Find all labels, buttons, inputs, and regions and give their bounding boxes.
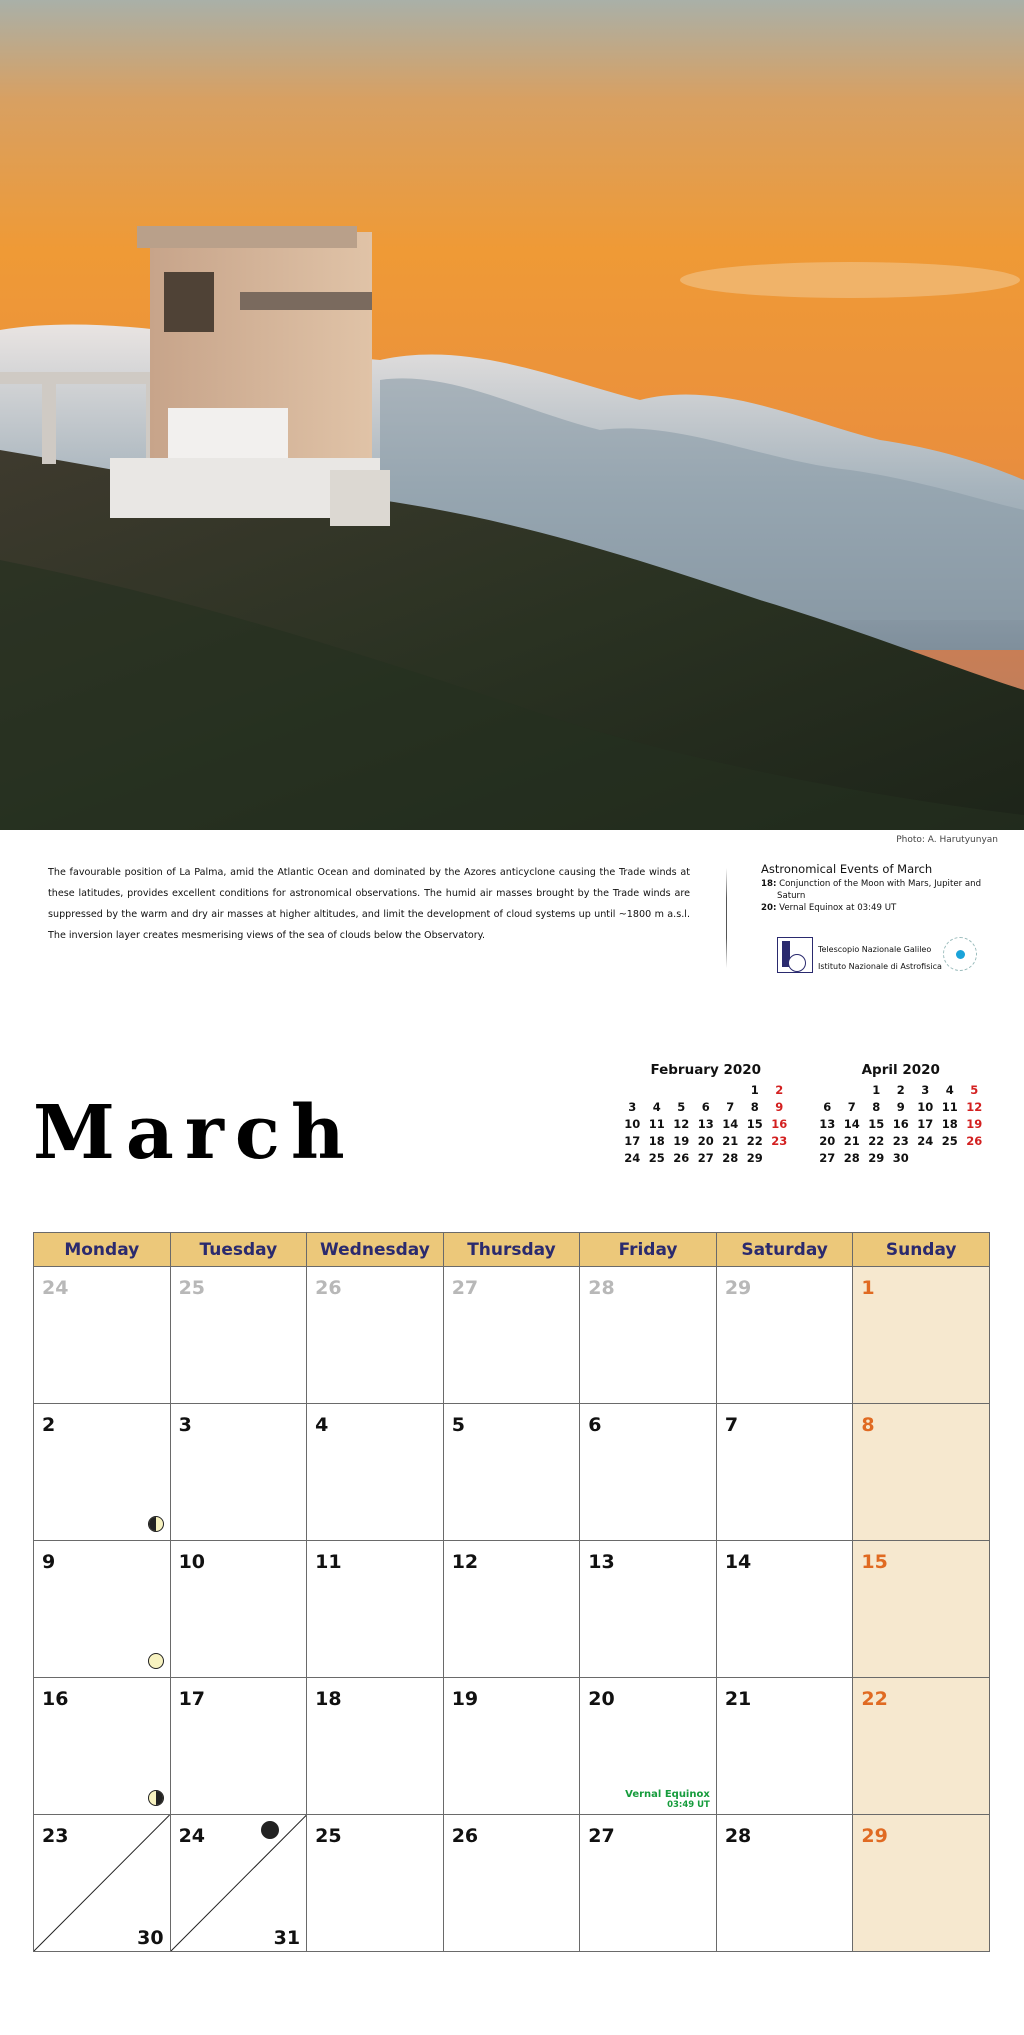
- day-cell: [716, 1541, 853, 1678]
- day-cell: [170, 1267, 307, 1404]
- moon-shadow: [156, 1791, 163, 1805]
- event-item: [761, 878, 1001, 902]
- mini-day: 29: [868, 1150, 885, 1165]
- day-number: 26: [451, 1825, 479, 1847]
- day-cell: [443, 1815, 580, 1952]
- first-quarter-moon-icon: [148, 1516, 164, 1532]
- mini-week-row: [620, 1098, 792, 1115]
- mini-calendar-grid: [815, 1081, 987, 1166]
- day-cell: [580, 1404, 717, 1541]
- mini-day: 17: [917, 1116, 934, 1131]
- day-number: 11: [315, 1551, 342, 1573]
- day-cell: [443, 1678, 580, 1815]
- day-cell: [580, 1541, 717, 1678]
- mini-day: 28: [722, 1150, 739, 1165]
- event-day: 18:: [761, 879, 777, 889]
- day-cell: [716, 1678, 853, 1815]
- logo-line-tng: Telescopio Nazionale Galileo: [818, 945, 932, 954]
- event-text: Conjunction of the Moon with Mars, Jupiter and Saturn: [777, 879, 982, 901]
- day-number: 12: [451, 1551, 479, 1573]
- mini-day: [840, 1081, 865, 1098]
- mini-day: 9: [775, 1099, 784, 1114]
- week-row: [34, 1815, 990, 1952]
- mini-day: [815, 1081, 840, 1098]
- mini-day: 3: [921, 1082, 930, 1097]
- day-number: 24: [178, 1825, 206, 1847]
- event-time: 03:49 UT: [667, 1800, 710, 1810]
- events-title: Astronomical Events of March: [761, 862, 933, 876]
- photo-credit: Photo: A. Harutyunyan: [896, 835, 998, 845]
- mini-day: 10: [917, 1099, 934, 1114]
- mini-day: 29: [746, 1150, 763, 1165]
- month-title: March: [33, 1090, 356, 1176]
- day-cell: [170, 1404, 307, 1541]
- logo-line-inaf: Istituto Nazionale di Astrofisica: [818, 962, 942, 971]
- day-number: 4: [315, 1414, 329, 1436]
- mini-week-row: [815, 1098, 987, 1115]
- day-number: 21: [724, 1688, 752, 1710]
- weekday-header: Friday: [580, 1233, 717, 1267]
- day-cell: [580, 1678, 717, 1815]
- week-row: [34, 1541, 990, 1678]
- mini-day: 1: [872, 1082, 881, 1097]
- day-number: 15: [861, 1551, 888, 1573]
- mini-day: 18: [941, 1116, 958, 1131]
- day-number: 20: [588, 1688, 615, 1710]
- inaf-logo-icon: [943, 937, 977, 971]
- day-number: 18: [315, 1688, 342, 1710]
- day-number: 8: [861, 1414, 875, 1436]
- mini-day: 18: [648, 1133, 665, 1148]
- weekday-header: Wednesday: [307, 1233, 444, 1267]
- weekday-header: Tuesday: [170, 1233, 307, 1267]
- mini-day: 28: [843, 1150, 860, 1165]
- mini-day: [645, 1081, 670, 1098]
- day-cell: [34, 1541, 171, 1678]
- day-cell: [853, 1404, 990, 1541]
- day-number: 29: [861, 1825, 888, 1847]
- day-number: 6: [588, 1414, 602, 1436]
- mini-day: 19: [966, 1116, 983, 1131]
- mini-day: [767, 1149, 792, 1166]
- day-cell: [716, 1404, 853, 1541]
- mini-day: 15: [868, 1116, 885, 1131]
- mini-day: 2: [896, 1082, 905, 1097]
- mini-day: 8: [750, 1099, 759, 1114]
- mini-day: 12: [966, 1099, 983, 1114]
- mini-day: 20: [697, 1133, 714, 1148]
- day-number: 28: [588, 1277, 615, 1299]
- day-cell: [853, 1678, 990, 1815]
- new-moon-icon: [261, 1821, 279, 1839]
- day-number: 26: [315, 1277, 342, 1299]
- mini-day: 4: [945, 1082, 954, 1097]
- day-number: 28: [724, 1825, 752, 1847]
- mini-day: 16: [771, 1116, 788, 1131]
- day-number: 24: [42, 1277, 69, 1299]
- mini-day: 30: [892, 1150, 909, 1165]
- day-cell: [307, 1404, 444, 1541]
- day-number: 3: [178, 1414, 192, 1436]
- mini-week-row: [620, 1149, 792, 1166]
- day-cell: [34, 1267, 171, 1404]
- moon-shadow: [149, 1517, 156, 1531]
- day-number: 14: [724, 1551, 752, 1573]
- mini-day: 27: [819, 1150, 836, 1165]
- mini-week-row: [815, 1149, 987, 1166]
- mini-day: 2: [775, 1082, 784, 1097]
- day-cell: [443, 1267, 580, 1404]
- day-number: 19: [451, 1688, 479, 1710]
- mini-day: 26: [673, 1150, 690, 1165]
- mini-calendar-april: [815, 1062, 987, 1166]
- week-row: [34, 1267, 990, 1404]
- day-cell: [307, 1267, 444, 1404]
- day-number-secondary: 31: [273, 1927, 301, 1949]
- institution-logos: [777, 935, 977, 973]
- day-number: 25: [178, 1277, 206, 1299]
- day-cell: [170, 1815, 307, 1952]
- mini-day: 14: [722, 1116, 739, 1131]
- day-number-secondary: 30: [137, 1927, 164, 1949]
- event-day: 20:: [761, 903, 777, 913]
- day-number: 16: [42, 1688, 69, 1710]
- divider: [726, 868, 727, 968]
- mini-day: 5: [677, 1099, 686, 1114]
- mini-week-row: [620, 1115, 792, 1132]
- mini-day: 12: [673, 1116, 690, 1131]
- mini-day: 25: [648, 1150, 665, 1165]
- day-number: 7: [724, 1414, 739, 1436]
- weekday-header: Sunday: [853, 1233, 990, 1267]
- event-text: Vernal Equinox at 03:49 UT: [779, 903, 897, 913]
- mini-day: 13: [697, 1116, 714, 1131]
- event-name: Vernal Equinox: [625, 1789, 710, 1800]
- mini-day: 5: [970, 1082, 979, 1097]
- mini-day: 13: [819, 1116, 836, 1131]
- mini-day: [962, 1149, 987, 1166]
- day-number: 22: [861, 1688, 888, 1710]
- mini-day: 16: [892, 1116, 909, 1131]
- mini-day: 21: [843, 1133, 860, 1148]
- day-cell: [170, 1678, 307, 1815]
- day-cell: [307, 1678, 444, 1815]
- mini-day: 17: [624, 1133, 641, 1148]
- mini-day: 11: [648, 1116, 665, 1131]
- day-cell: [580, 1815, 717, 1952]
- mini-week-row: [620, 1081, 792, 1098]
- day-cell: [307, 1815, 444, 1952]
- day-number: 23: [42, 1825, 69, 1847]
- mini-day: 4: [652, 1099, 661, 1114]
- mini-day: [620, 1081, 645, 1098]
- observatory-photo: [0, 0, 1024, 830]
- day-number: 29: [724, 1277, 752, 1299]
- tng-logo-icon: [777, 937, 813, 973]
- logo-text: [818, 941, 942, 975]
- day-cell: [443, 1541, 580, 1678]
- day-number: 27: [451, 1277, 479, 1299]
- mini-day: 22: [868, 1133, 885, 1148]
- day-cell: [443, 1404, 580, 1541]
- event-item: [761, 902, 1001, 914]
- day-number: 10: [178, 1551, 206, 1573]
- mini-calendar-february: [620, 1062, 792, 1166]
- mini-week-row: [815, 1132, 987, 1149]
- event-note: [625, 1790, 710, 1810]
- day-cell: [716, 1815, 853, 1952]
- mini-day: 22: [746, 1133, 763, 1148]
- mini-day: 24: [917, 1133, 934, 1148]
- day-cell: [34, 1678, 171, 1815]
- mini-day: 25: [941, 1133, 958, 1148]
- day-cell: [170, 1541, 307, 1678]
- weekday-header: Monday: [34, 1233, 171, 1267]
- mini-day: 19: [673, 1133, 690, 1148]
- mini-day: 26: [966, 1133, 983, 1148]
- day-cell: [307, 1541, 444, 1678]
- day-number: 1: [861, 1277, 875, 1299]
- mini-day: [669, 1081, 694, 1098]
- mini-day: 23: [771, 1133, 788, 1148]
- weekday-header: Saturday: [716, 1233, 853, 1267]
- day-number: 17: [178, 1688, 206, 1710]
- mini-day: 9: [896, 1099, 905, 1114]
- mini-day: 7: [726, 1099, 735, 1114]
- last-quarter-moon-icon: [148, 1790, 164, 1806]
- week-row: [34, 1678, 990, 1815]
- day-cell: [853, 1815, 990, 1952]
- day-number: 5: [451, 1414, 465, 1436]
- mini-day: 8: [872, 1099, 881, 1114]
- mini-day: 21: [722, 1133, 739, 1148]
- mini-week-row: [815, 1081, 987, 1098]
- description-text: The favourable position of La Palma, amid the Atlantic Ocean and dominated by the Azores anticyclone causing the Trade winds at these latitudes, provides excellent conditions for astronomical observations. The humid air masses brought by the Trade winds are suppressed by the warm and dry air masses at higher altitudes, and limit the development of cloud systems up until ~1800 m a.s.l. The inversion layer creates mesmerising views of the sea of clouds below the Observatory.: [48, 867, 690, 941]
- day-cell: [580, 1267, 717, 1404]
- day-number: 13: [588, 1551, 615, 1573]
- day-cell: [716, 1267, 853, 1404]
- day-number: 2: [42, 1414, 56, 1436]
- mini-day: [913, 1149, 938, 1166]
- mini-week-row: [815, 1115, 987, 1132]
- mini-calendar-grid: [620, 1081, 792, 1166]
- mini-day: 14: [843, 1116, 860, 1131]
- mini-day: 3: [628, 1099, 637, 1114]
- full-moon-icon: [148, 1653, 164, 1669]
- day-number: 27: [588, 1825, 615, 1847]
- mini-day: 6: [823, 1099, 832, 1114]
- mini-calendar-title: February 2020: [650, 1062, 762, 1078]
- day-cell: [853, 1541, 990, 1678]
- day-cell: [34, 1404, 171, 1541]
- mini-day: [694, 1081, 719, 1098]
- mini-day: 6: [701, 1099, 710, 1114]
- weekday-header-row: [34, 1233, 990, 1267]
- mini-day: 20: [819, 1133, 836, 1148]
- day-number: 25: [315, 1825, 342, 1847]
- mini-week-row: [620, 1132, 792, 1149]
- mini-day: 1: [750, 1082, 759, 1097]
- day-number: 9: [42, 1551, 56, 1573]
- mini-day: [938, 1149, 963, 1166]
- mini-day: 24: [624, 1150, 641, 1165]
- astronomical-events: [761, 862, 1001, 914]
- mini-day: 23: [892, 1133, 909, 1148]
- day-cell: [34, 1815, 171, 1952]
- mini-day: 11: [941, 1099, 958, 1114]
- weekday-header: Thursday: [443, 1233, 580, 1267]
- day-cell: [853, 1267, 990, 1404]
- mini-day: 27: [697, 1150, 714, 1165]
- mini-day: [718, 1081, 743, 1098]
- month-grid: [33, 1232, 990, 1952]
- mini-calendar-title: April 2020: [861, 1062, 940, 1078]
- mini-day: 7: [847, 1099, 856, 1114]
- mini-day: 15: [746, 1116, 763, 1131]
- mini-day: 10: [624, 1116, 641, 1131]
- week-row: [34, 1404, 990, 1541]
